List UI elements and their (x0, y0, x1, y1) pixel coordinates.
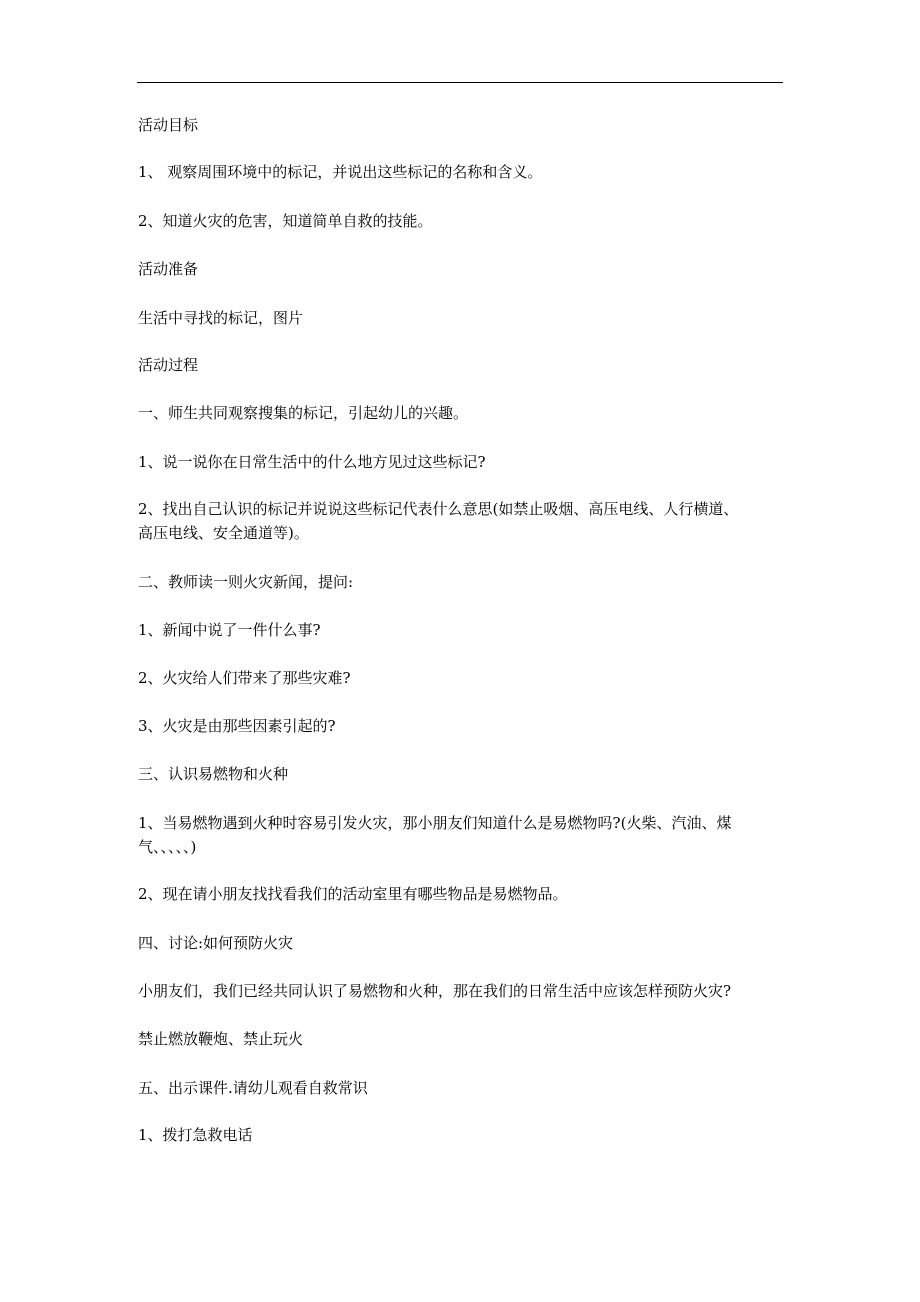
section-5-title: 五、出示课件.请幼儿观看自救常识 (138, 1079, 368, 1097)
section-3-item-1-line-2: 气、、、、、) (138, 838, 197, 856)
section-1-item-2-line-2: 高压电线、安全通道等)。 (138, 524, 309, 542)
section-2-title: 二、教师读一则火灾新闻，提问: (138, 573, 354, 591)
section-3-title: 三、认识易燃物和火种 (138, 765, 289, 783)
section-4-title: 四、讨论:如何预防火灾 (138, 934, 294, 952)
goal-item-1: 1、 观察周围环境中的标记，并说出这些标记的名称和含义。 (138, 163, 543, 181)
section-4-question: 小朋友们，我们已经共同认识了易燃物和火种，那在我们的日常生活中应该怎样预防火灾? (138, 982, 732, 1000)
section-4-answer: 禁止燃放鞭炮、禁止玩火 (138, 1030, 304, 1048)
section-1-title: 一、师生共同观察搜集的标记，引起幼儿的兴趣。 (138, 404, 469, 422)
section-3-item-2: 2、现在请小朋友找找看我们的活动室里有哪些物品是易燃物品。 (138, 885, 568, 903)
section-5-item-1: 1、拨打急救电话 (138, 1126, 253, 1144)
header-rule (137, 82, 783, 83)
section-2-item-3: 3、火灾是由那些因素引起的? (138, 717, 336, 735)
section-2-item-2: 2、火灾给人们带来了那些灾难? (138, 669, 351, 687)
heading-activity-process: 活动过程 (138, 356, 199, 374)
preparation-text: 生活中寻找的标记，图片 (138, 309, 304, 327)
heading-activity-goals: 活动目标 (138, 116, 199, 134)
goal-item-2: 2、知道火灾的危害，知道简单自救的技能。 (138, 212, 433, 230)
section-1-item-2-line-1: 2、找出自己认识的标记并说说这些标记代表什么意思(如禁止吸烟、高压电线、人行横道、 (138, 500, 739, 518)
section-1-item-1: 1、说一说你在日常生活中的什么地方见过这些标记? (138, 453, 486, 471)
section-2-item-1: 1、新闻中说了一件什么事? (138, 621, 321, 639)
heading-activity-preparation: 活动准备 (138, 260, 199, 278)
section-3-item-1-line-1: 1、当易燃物遇到火种时容易引发火灾，那小朋友们知道什么是易燃物吗?(火柴、汽油、煤 (138, 814, 732, 832)
